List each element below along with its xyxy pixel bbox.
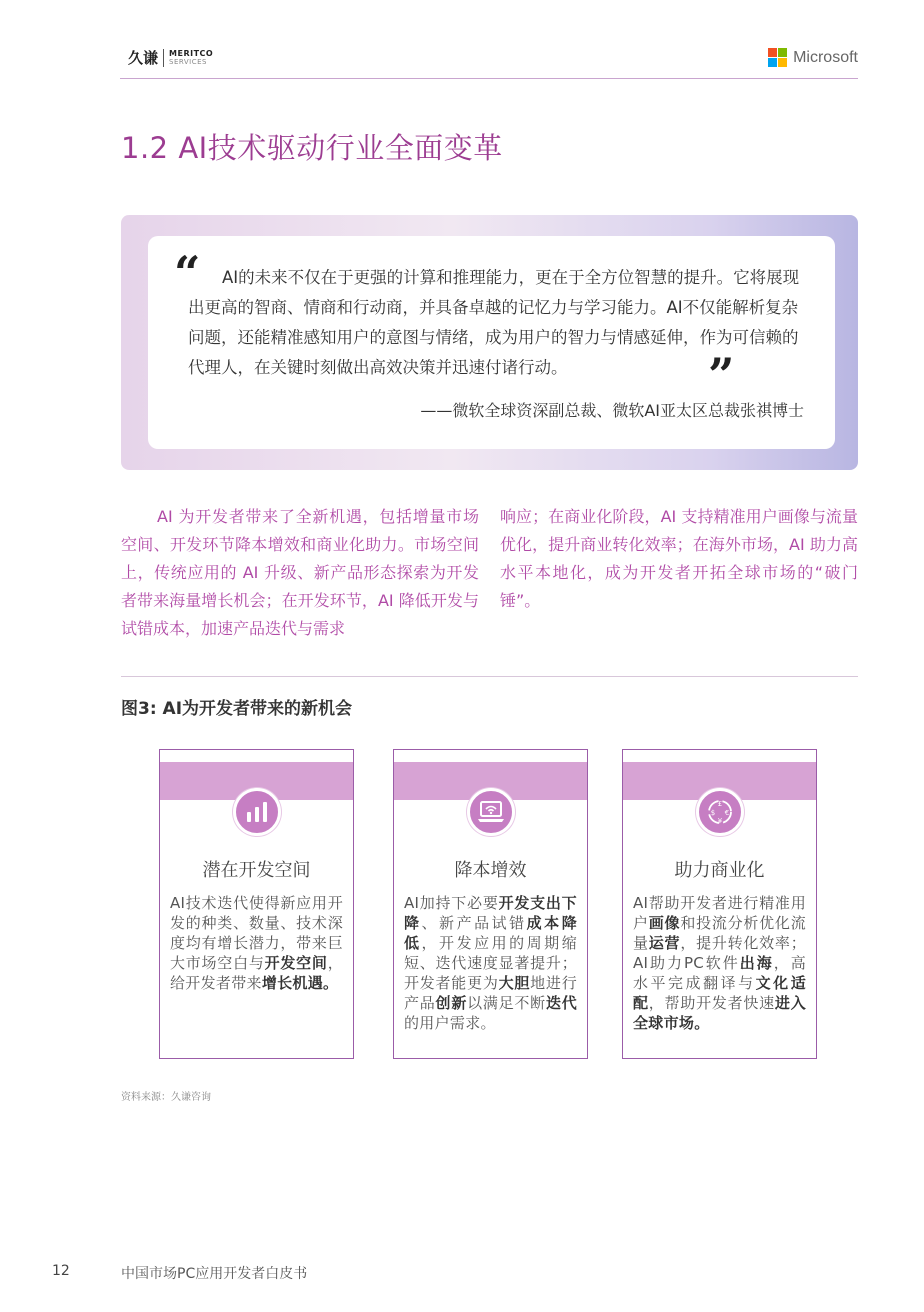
logo-en-line2: SERVICES [169,57,207,66]
card-body-text: 以满足不断 [467,994,546,1012]
logo-en-line1: MERITCO [169,48,214,58]
microsoft-wordmark: Microsoft [793,48,858,66]
card-body-text: ，开发应用的周期缩短、迭代速度显著提升；开发者能更为 [404,934,577,992]
card-body-emphasis: 增长机遇。 [261,974,339,992]
body-paragraph-right: 响应；在商业化阶段，AI 支持精准用户画像与流量优化，提升商业转化效率；在海外市场，AI 助力高水平本地化，成为开发者开拓全球市场的“破门锤”。 [500,507,858,610]
quote-text: AI的未来不仅在于更强的计算和推理能力，更在于全方位智慧的提升。它将展现出更高的智商、情商和行动商，并具备卓越的记忆力与学习能力。AI不仅能解析复杂问题，还能精准感知用户的意图与情绪，成为用户的智力与情感延伸，作为可信赖的代理人，在关键时刻做出高效决策并迅速付诸行动。 [188,268,800,377]
ms-square-green [778,48,787,57]
card-title: 助力商业化 [674,860,765,881]
card-body-emphasis: 运营 [648,934,681,952]
card-body-text: ，帮助开发者快速 [648,994,775,1012]
bar-chart-icon [233,788,281,836]
card-body-emphasis: 文化适配 [633,974,806,1012]
body-paragraph-left: AI 为开发者带来了全新机遇，包括增量市场空间、开发环节降本增效和商业化助力。市场空间上，传统应用的 AI 升级、新产品形态探索为开发者带来海量增长机会；在开发环节，AI 降低开发与试错成本，加速产品迭代与需求 [121,507,479,638]
card-body-text: 和投流分析优化流量 [633,914,806,952]
card-body [633,893,806,1033]
svg-text:¥: ¥ [717,817,722,825]
logo-divider [163,49,164,67]
card-body-text: ，高水平完成翻译与 [633,954,807,992]
card-title: 降本增效 [454,860,527,881]
currency-exchange-icon [696,788,744,836]
card-body-text: 、新产品试错 [421,914,527,932]
card-body-emphasis: 开发支出下降 [404,894,577,932]
card-body-emphasis: 进入全球市场。 [633,994,806,1032]
close-quote-icon: ” [708,348,735,402]
quote-author: ——微软全球资深副总裁、微软AI亚太区总裁张祺博士 [420,401,804,420]
card-body-emphasis: 成本降低 [404,914,577,952]
card-body-text: 的用户需求。 [404,1014,496,1032]
svg-text:€: € [724,809,729,817]
card-body-emphasis: 创新 [435,994,468,1012]
source-note: 资料来源：久谦咨询 [121,1092,211,1103]
card-body-emphasis: 开发空间 [264,954,328,972]
svg-text:£: £ [717,800,722,808]
ms-square-yellow [778,58,787,67]
ms-square-red [768,48,777,57]
footer-title: 中国市场PC应用开发者白皮书 [121,1266,308,1282]
laptop-wifi-icon [467,788,515,836]
card-body-text: 地进行产品 [404,974,577,1012]
card-body-emphasis: 迭代 [545,994,578,1012]
card-body-text: AI技术迭代使得新应用开发的种类、数量、技术深度均有增长潜力，带来巨大市场空白与 [170,894,343,972]
logo-en-text [169,50,213,66]
ms-square-blue [768,58,777,67]
card-commercialization [622,749,817,1059]
card-body [170,893,343,993]
card-body-text: AI加持下必要 [404,894,499,912]
microsoft-logo [768,48,858,67]
figure-title: 图3: AI为开发者带来的新机会 [121,699,353,719]
card-body-emphasis: 大胆 [498,974,531,992]
page-number: 12 [52,1263,70,1279]
svg-text:$: $ [710,809,715,817]
card-potential-space [159,749,354,1059]
card-body-text: AI帮助开发者进行精准用户 [633,894,806,932]
card-body-text: ，提升转化效率；AI助力PC软件 [633,934,806,972]
logo-cn-text: 久谦 [128,49,159,67]
card-title: 潜在开发空间 [202,860,311,881]
microsoft-squares-icon [768,48,787,67]
card-body [404,893,577,1033]
open-quote-icon: “ [174,246,201,300]
card-body-emphasis: 画像 [648,914,681,932]
meritco-logo [128,47,213,68]
card-body-text: ，给开发者带来 [170,954,343,992]
section-divider [121,676,858,677]
section-title: 1.2 AI技术驱动行业全面变革 [121,131,503,165]
header-divider [120,78,858,79]
card-cost-efficiency [393,749,588,1059]
card-body-emphasis: 出海 [739,954,774,972]
